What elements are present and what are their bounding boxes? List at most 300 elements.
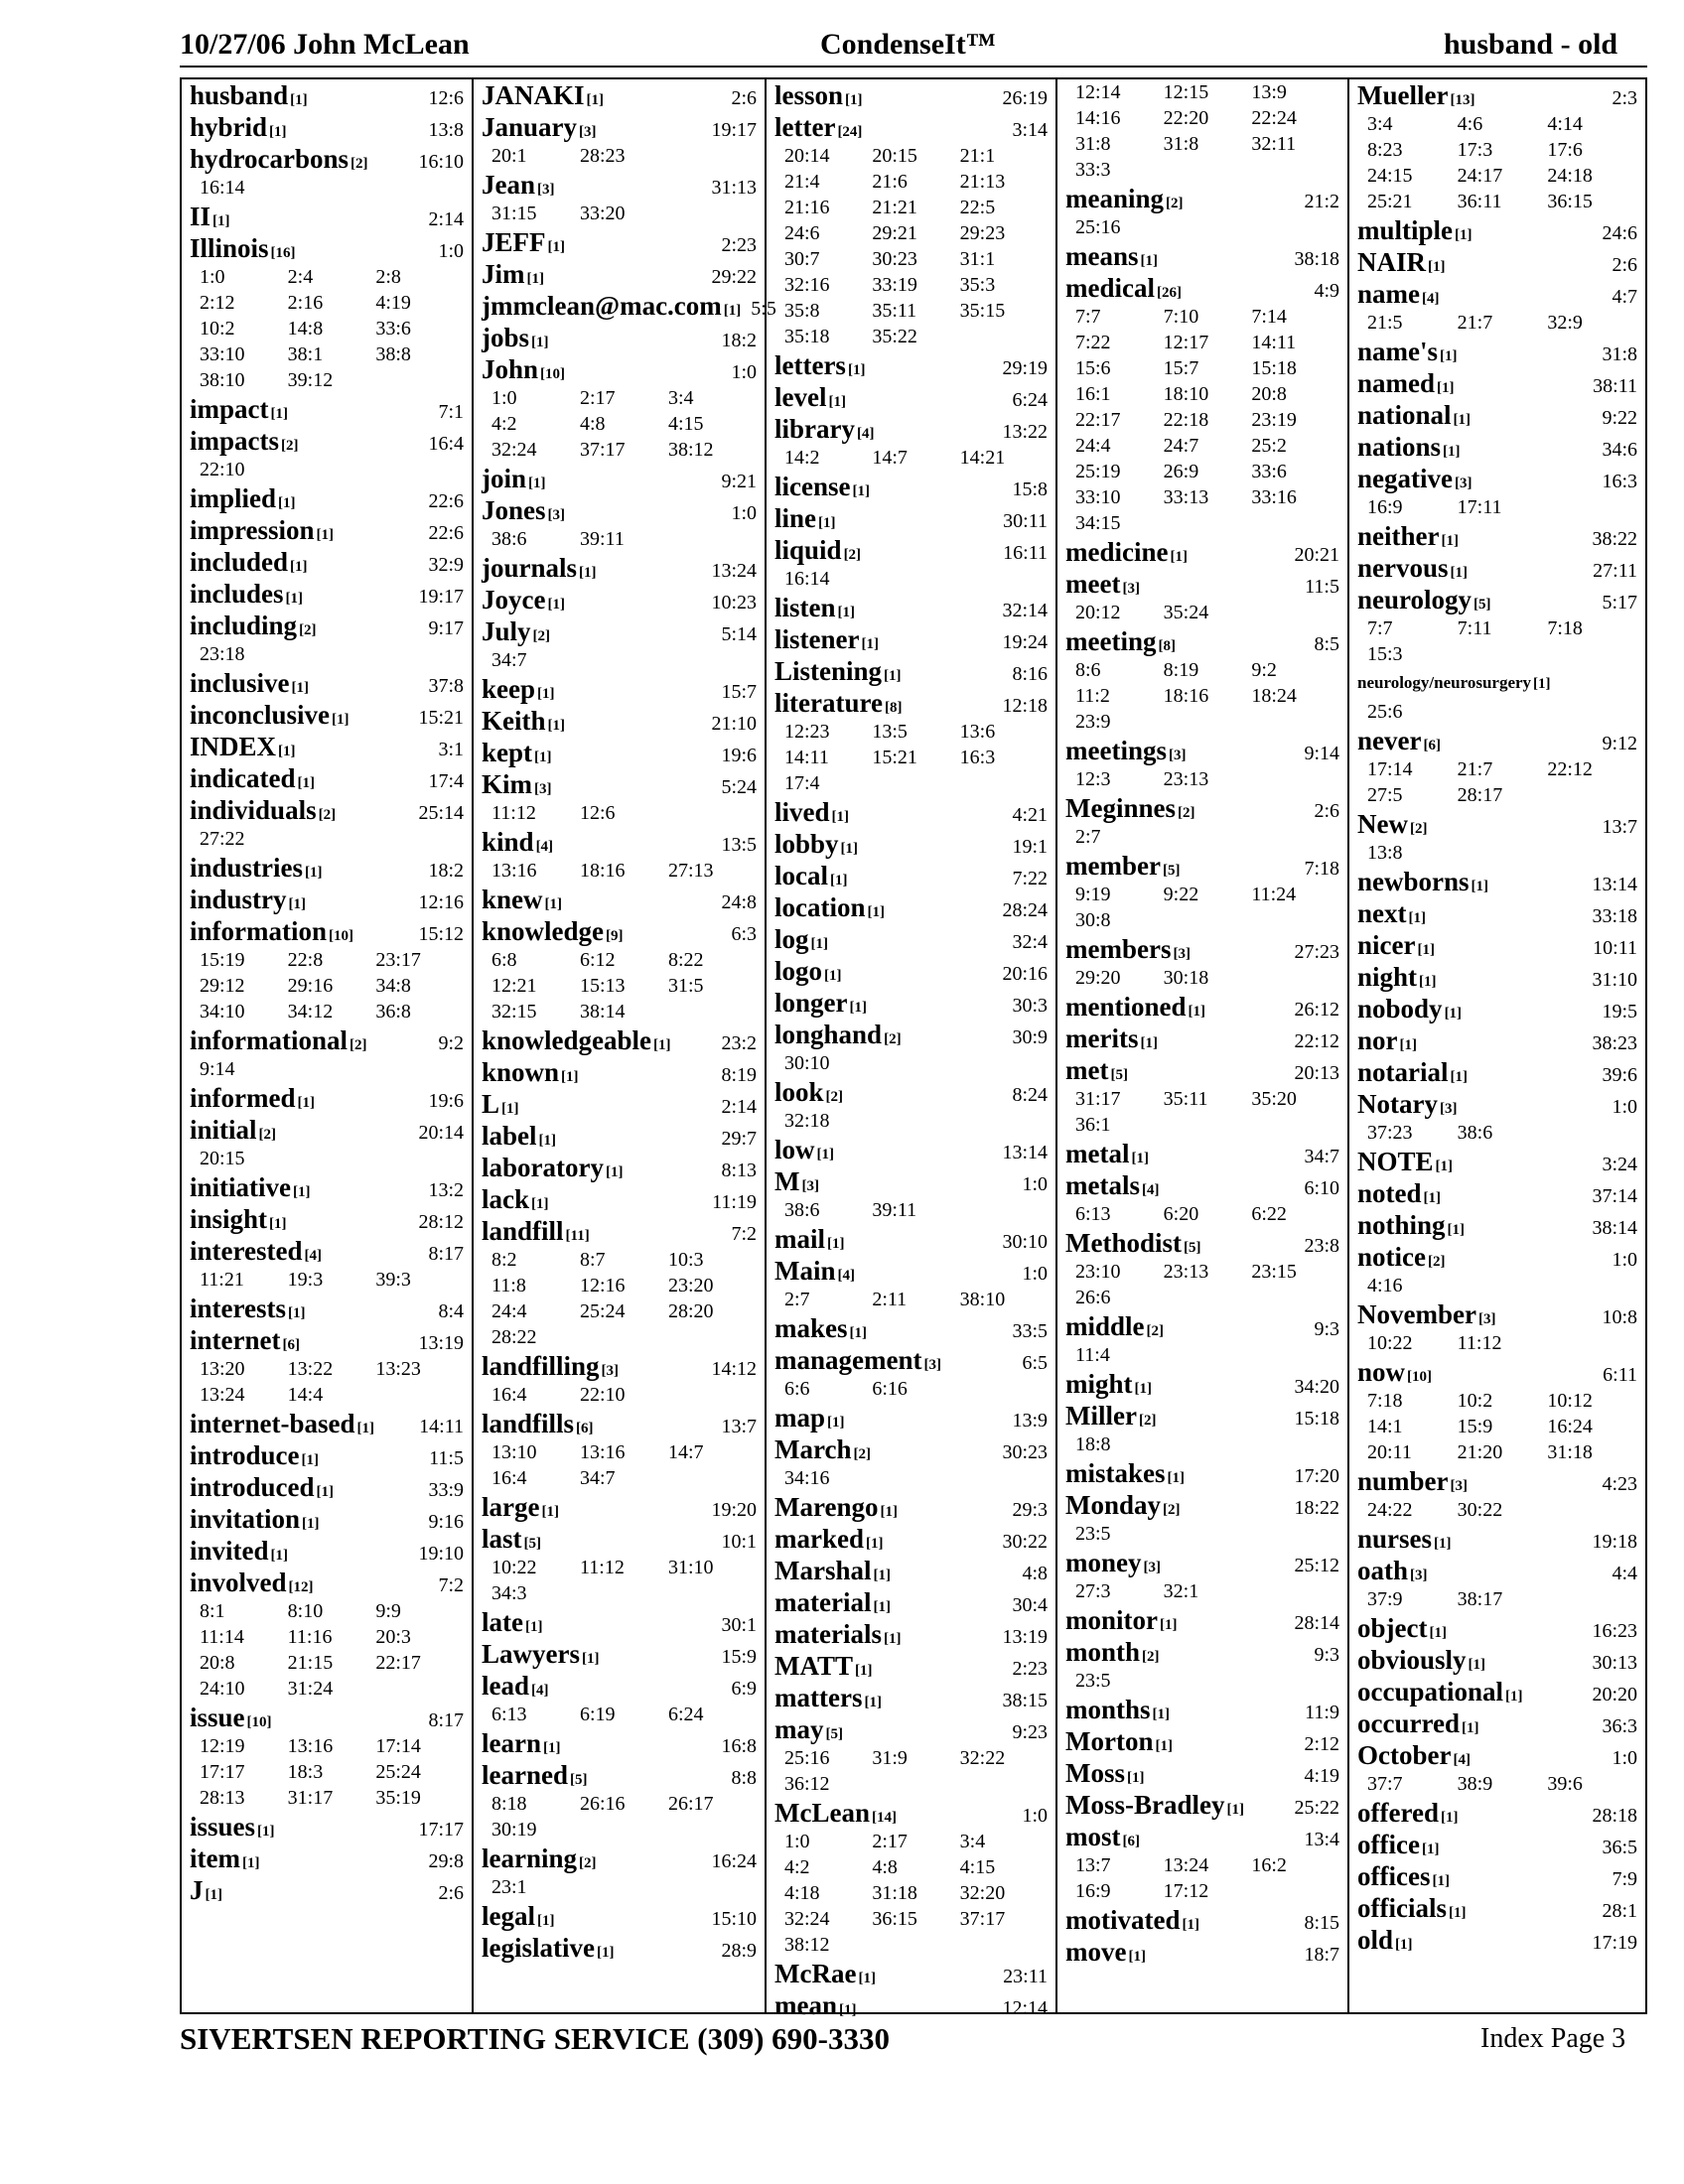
page-line-ref: 30:19 — [491, 1819, 537, 1841]
index-term: Jean — [482, 170, 535, 200]
index-entry — [482, 290, 776, 322]
page-line-ref: 34:7 — [491, 649, 527, 671]
index-ref-grid — [482, 1247, 757, 1350]
index-term: hydrocarbons — [190, 144, 350, 174]
index-entry-line — [1357, 1892, 1637, 1924]
page-line-ref: 10:1 — [721, 1531, 757, 1553]
page-line-ref: 8:16 — [1012, 663, 1048, 685]
page-line-ref: 23:5 — [1075, 1670, 1111, 1692]
index-term: issue — [190, 1703, 245, 1732]
index-term: obviously — [1357, 1645, 1467, 1675]
index-entry — [774, 111, 1048, 349]
index-entry — [482, 1523, 757, 1606]
index-term: longer — [774, 988, 848, 1018]
index-ref-grid — [190, 1733, 464, 1811]
index-entry — [774, 1344, 1048, 1402]
page-line-ref: 20:13 — [1294, 1062, 1339, 1084]
index-entry-line — [190, 111, 464, 143]
index-entry-line — [774, 955, 1048, 987]
index-entry — [1065, 272, 1339, 536]
page-line-ref: 6:12 — [580, 949, 616, 971]
occurrence-count: [1] — [537, 686, 555, 702]
index-entry-line — [1065, 1368, 1339, 1400]
index-entry — [774, 923, 1048, 955]
index-term: object — [1357, 1613, 1428, 1643]
page-line-ref: 32:20 — [959, 1882, 1006, 1904]
index-term: met — [1065, 1055, 1109, 1085]
index-ref-grid — [190, 1056, 464, 1082]
index-entry — [1357, 246, 1637, 278]
index-entry-line — [1357, 1739, 1637, 1771]
occurrence-count: [1] — [1419, 974, 1437, 990]
index-term: impression — [190, 515, 315, 545]
index-entry-line — [482, 226, 757, 258]
page-line-ref: 31:18 — [1547, 1441, 1593, 1463]
page-line-ref: 35:22 — [872, 326, 917, 347]
page-line-ref: 29:19 — [1002, 357, 1048, 379]
index-entry-line — [1357, 79, 1637, 111]
occurrence-count: [1] — [849, 1000, 867, 1016]
page-line-ref: 20:3 — [375, 1626, 411, 1648]
index-entry-line — [190, 1843, 464, 1874]
index-entry-line — [1357, 866, 1637, 897]
index-term: Morton — [1065, 1726, 1154, 1756]
page-line-ref: 15:6 — [1075, 357, 1111, 379]
page-line-ref: 34:7 — [580, 1467, 616, 1489]
index-term: March — [774, 1434, 852, 1464]
page-line-ref: 25:16 — [1075, 216, 1121, 238]
page-line-ref: 19:20 — [711, 1499, 757, 1521]
occurrence-count: [1] — [723, 303, 742, 319]
index-ref-grid — [190, 1267, 464, 1293]
index-entry-line — [482, 915, 757, 947]
index-entry — [1357, 1177, 1637, 1209]
page-line-ref: 30:8 — [1075, 909, 1111, 931]
index-entry-line — [774, 623, 1048, 655]
page-line-ref: 6:20 — [1163, 1203, 1199, 1225]
occurrence-count: [2] — [350, 1037, 367, 1053]
index-entry — [190, 1293, 464, 1324]
index-entry — [190, 610, 464, 667]
index-entry-line — [482, 1759, 757, 1791]
index-entry — [1357, 897, 1637, 929]
index-entry — [774, 502, 1048, 534]
occurrence-count: [1] — [1170, 549, 1188, 565]
page-line-ref: 38:15 — [1002, 1690, 1048, 1711]
page-line-ref: 31:10 — [668, 1557, 714, 1578]
index-ref-grid — [1065, 214, 1339, 240]
page-line-ref: 16:3 — [1602, 471, 1637, 492]
index-entry-line — [774, 828, 1048, 860]
occurrence-count: [2] — [1166, 196, 1184, 211]
index-table — [180, 77, 1647, 2020]
index-entry — [1357, 725, 1637, 808]
index-entry — [1065, 1054, 1339, 1138]
index-term: library — [774, 414, 855, 444]
occurrence-count: [1] — [810, 936, 829, 952]
index-ref-grid — [1357, 494, 1637, 520]
occurrence-count: [5] — [570, 1772, 588, 1788]
index-entry-line — [1357, 1146, 1637, 1177]
page-line-ref: 3:4 — [668, 387, 694, 409]
index-term: neither — [1357, 521, 1440, 551]
index-entry — [190, 915, 464, 1024]
index-term: Lawyers — [482, 1639, 580, 1669]
index-column-5 — [1347, 79, 1645, 2012]
page-line-ref: 16:9 — [1367, 496, 1403, 518]
page-line-ref: 16:2 — [1251, 1854, 1287, 1876]
page-line-ref: 38:12 — [784, 1934, 830, 1956]
occurrence-count: [2] — [843, 547, 862, 563]
page-line-ref: 29:23 — [959, 222, 1006, 244]
index-entry — [190, 393, 464, 425]
page-line-ref: 38:12 — [668, 439, 714, 461]
page-line-ref: 16:4 — [491, 1467, 527, 1489]
occurrence-count: [1] — [1182, 1917, 1199, 1933]
index-term: metal — [1065, 1139, 1130, 1168]
index-entry — [1065, 1310, 1339, 1368]
occurrence-count: [2] — [258, 1127, 277, 1143]
page-line-ref: 6:10 — [1304, 1177, 1339, 1199]
page-line-ref: 14:1 — [1367, 1416, 1403, 1437]
page-line-ref: 22:12 — [1547, 758, 1593, 780]
occurrence-count: [1] — [528, 476, 546, 491]
index-term: nicer — [1357, 930, 1416, 960]
header-range: husband - old — [1444, 28, 1618, 61]
page-line-ref: 14:21 — [959, 447, 1006, 469]
page-line-ref: 11:19 — [712, 1191, 757, 1213]
page-line-ref: 9:3 — [1314, 1318, 1339, 1340]
page-line-ref: 25:6 — [1367, 701, 1403, 723]
index-term: office — [1357, 1830, 1420, 1859]
index-entry — [190, 1439, 464, 1471]
page-line-ref: 37:7 — [1367, 1773, 1403, 1795]
occurrence-count: [1] — [1444, 1006, 1463, 1022]
page-line-ref: 2:6 — [731, 87, 757, 109]
page-line-ref: 15:7 — [1163, 357, 1199, 379]
page-line-ref: 6:16 — [872, 1378, 908, 1400]
page-line-ref: 8:15 — [1304, 1912, 1339, 1934]
page-line-ref: 16:8 — [721, 1735, 757, 1757]
index-entry — [1065, 850, 1339, 933]
page-line-ref: 13:22 — [287, 1358, 334, 1380]
index-entry — [482, 768, 757, 826]
page-line-ref: 32:4 — [1012, 931, 1048, 953]
page-line-ref: 12:16 — [418, 891, 464, 913]
page-line-ref: 23:13 — [1163, 768, 1209, 790]
index-column-2 — [472, 79, 776, 2012]
page-line-ref: 19:10 — [418, 1543, 464, 1565]
page-line-ref: 30:11 — [1003, 510, 1048, 532]
page-line-ref: 26:16 — [580, 1793, 626, 1815]
index-term: indicated — [190, 763, 296, 793]
page-line-ref: 26:9 — [1163, 461, 1199, 482]
index-entry — [774, 623, 1048, 655]
index-entry-line — [1357, 1555, 1637, 1586]
occurrence-count: [3] — [601, 1363, 620, 1379]
occurrence-count: [1] — [293, 1184, 311, 1200]
occurrence-count: [1] — [269, 124, 287, 140]
occurrence-count: [1] — [1155, 1738, 1173, 1754]
page-line-ref: 17:11 — [1457, 496, 1502, 518]
page-line-ref: 12:19 — [200, 1735, 245, 1757]
occurrence-count: [1] — [581, 1651, 600, 1667]
page-line-ref: 19:17 — [711, 119, 757, 141]
index-term: husband — [190, 80, 289, 110]
index-entry-line — [774, 860, 1048, 891]
index-ref-grid — [482, 526, 757, 552]
page-line-ref: 21:10 — [711, 713, 757, 735]
occurrence-count: [1] — [257, 1824, 275, 1840]
page-line-ref: 15:13 — [580, 975, 626, 997]
index-term: neurology — [1357, 585, 1473, 614]
page-line-ref: 14:11 — [419, 1416, 464, 1437]
index-entry-line — [1065, 183, 1339, 214]
index-entry — [190, 1408, 464, 1439]
index-entry-line — [1065, 1310, 1339, 1342]
page-line-ref: 5:17 — [1602, 592, 1637, 614]
occurrence-count: [4] — [1422, 291, 1440, 307]
index-term: negative — [1357, 464, 1453, 493]
page-line-ref: 38:14 — [580, 1001, 626, 1023]
page-line-ref: 4:8 — [580, 413, 606, 435]
index-entry — [774, 796, 1048, 828]
page-line-ref: 10:8 — [1602, 1306, 1637, 1328]
occurrence-count: [1] — [1455, 227, 1473, 243]
page-line-ref: 28:12 — [418, 1211, 464, 1233]
index-ref-grid — [482, 647, 757, 673]
index-entry-line — [190, 731, 464, 762]
page-line-ref: 38:23 — [1592, 1032, 1637, 1054]
index-term: learned — [482, 1760, 568, 1790]
index-entry — [190, 794, 464, 852]
index-term: initial — [190, 1115, 257, 1145]
occurrence-count: [1] — [816, 1147, 834, 1162]
index-entry — [1357, 1209, 1637, 1241]
page-line-ref: 23:2 — [721, 1032, 757, 1054]
occurrence-count: [1] — [1468, 1657, 1486, 1673]
page-line-ref: 15:12 — [418, 923, 464, 945]
page-line-ref: 25:24 — [580, 1300, 626, 1322]
index-entry-line — [1065, 272, 1339, 304]
index-term: informed — [190, 1083, 296, 1113]
index-term: insight — [190, 1204, 268, 1234]
index-term: local — [774, 861, 828, 890]
index-entry-line — [482, 494, 757, 526]
index-entry-line — [190, 1471, 464, 1503]
index-term: January — [482, 112, 578, 142]
index-term: night — [1357, 962, 1418, 992]
occurrence-count: [6] — [1423, 738, 1441, 753]
index-entry — [1357, 367, 1637, 399]
page-line-ref: 3:1 — [438, 739, 464, 760]
index-entry-line — [774, 502, 1048, 534]
index-entry — [1357, 1056, 1637, 1088]
page-line-ref: 8:5 — [1314, 633, 1339, 655]
page-line-ref: 16:14 — [200, 177, 245, 199]
index-term: multiple — [1357, 215, 1454, 245]
index-entry — [190, 1082, 464, 1114]
occurrence-count: [1] — [278, 744, 296, 759]
page-line-ref: 38:11 — [1593, 375, 1637, 397]
index-term: matters — [774, 1683, 863, 1712]
index-entry-line — [1065, 1138, 1339, 1169]
index-ref-grid — [1357, 1273, 1637, 1298]
page-line-ref: 33:5 — [1012, 1320, 1048, 1342]
page-line-ref: 14:11 — [784, 747, 829, 768]
page-line-ref: 1:0 — [1612, 1747, 1637, 1769]
page-line-ref: 34:10 — [200, 1001, 245, 1023]
index-entry — [1065, 536, 1339, 568]
occurrence-count: [4] — [857, 426, 875, 442]
index-term: November — [1357, 1299, 1476, 1329]
page-line-ref: 30:23 — [872, 248, 917, 270]
index-ref-grid — [774, 1197, 1048, 1223]
index-entry-line — [190, 699, 464, 731]
page-line-ref: 8:4 — [438, 1300, 464, 1322]
index-entry-line — [1065, 991, 1339, 1023]
occurrence-count: [1] — [270, 406, 288, 422]
index-entry — [774, 1682, 1048, 1713]
index-term: L — [482, 1089, 500, 1119]
page-line-ref: 2:12 — [200, 292, 235, 314]
page-line-ref: 2:11 — [872, 1289, 908, 1310]
page-line-ref: 7:18 — [1547, 617, 1583, 639]
occurrence-count: [1] — [531, 1196, 549, 1212]
index-entry — [190, 578, 464, 610]
index-entry — [1065, 1604, 1339, 1636]
occurrence-count: [3] — [801, 1178, 819, 1194]
index-term: meetings — [1065, 736, 1167, 765]
page-line-ref: 1:0 — [731, 502, 757, 524]
page-line-ref: 7:10 — [1163, 306, 1199, 328]
page-line-ref: 25:22 — [1294, 1797, 1339, 1819]
page-line-ref: 7:18 — [1304, 858, 1339, 880]
index-entry — [1065, 1227, 1339, 1310]
index-term: merits — [1065, 1024, 1139, 1053]
index-term: neurology/neurosurgery — [1357, 673, 1532, 692]
index-entry-line — [482, 79, 757, 111]
index-entry — [1357, 552, 1637, 584]
index-entry-line — [1357, 993, 1637, 1024]
occurrence-count: [2] — [1142, 1649, 1160, 1665]
page-line-ref: 22:12 — [1294, 1030, 1339, 1052]
index-entry-line — [1065, 1169, 1339, 1201]
page-line-ref: 9:14 — [1304, 743, 1339, 764]
index-ref-grid — [774, 1050, 1048, 1076]
page-line-ref: 23:17 — [375, 949, 421, 971]
occurrence-count: [2] — [884, 1031, 902, 1047]
page-line-ref: 9:17 — [428, 617, 464, 639]
occurrence-count: [1] — [847, 362, 866, 378]
index-entry-line — [190, 425, 464, 457]
page-line-ref: 32:24 — [784, 1908, 830, 1930]
occurrence-count: [4] — [1141, 1182, 1160, 1198]
occurrence-count: [2] — [1146, 1323, 1165, 1339]
index-entry-line — [190, 1567, 464, 1598]
page-line-ref: 32:9 — [428, 554, 464, 576]
index-term: members — [1065, 934, 1172, 964]
occurrence-count: [3] — [1454, 476, 1473, 491]
index-entry — [774, 349, 1048, 381]
page-line-ref: 1:0 — [1612, 1096, 1637, 1118]
page-line-ref: 21:4 — [784, 171, 820, 193]
occurrence-count: [1] — [827, 1236, 845, 1252]
page-line-ref: 26:17 — [668, 1793, 714, 1815]
index-entry-line — [190, 915, 464, 947]
index-ref-grid — [482, 1702, 757, 1727]
page-line-ref: 10:2 — [200, 318, 235, 340]
index-entry — [482, 705, 757, 737]
page-line-ref: 7:18 — [1367, 1390, 1403, 1412]
index-entry — [190, 143, 464, 201]
index-entry — [482, 826, 757, 884]
occurrence-count: [1] — [524, 1619, 543, 1635]
page-line-ref: 8:10 — [287, 1600, 324, 1622]
index-entry — [774, 381, 1048, 413]
page-line-ref: 13:19 — [1002, 1626, 1048, 1648]
index-entry — [1357, 1356, 1637, 1465]
page-line-ref: 13:7 — [1602, 816, 1637, 838]
index-entry — [774, 860, 1048, 891]
index-entry-line — [1357, 1707, 1637, 1739]
occurrence-count: [1] — [301, 1452, 320, 1468]
page-line-ref: 32:14 — [1002, 600, 1048, 621]
index-term: inclusive — [190, 668, 290, 698]
index-term: letters — [774, 350, 846, 380]
index-entry — [774, 1134, 1048, 1165]
page-line-ref: 32:22 — [959, 1747, 1006, 1769]
index-entry — [1357, 1612, 1637, 1644]
page-line-ref: 14:4 — [287, 1384, 324, 1406]
index-entry — [1357, 214, 1637, 246]
index-ref-grid — [1065, 1668, 1339, 1694]
header-date-witness: 10/27/06 John McLean — [180, 28, 470, 61]
index-term: Main — [774, 1256, 836, 1286]
index-entry-line — [1065, 1789, 1339, 1821]
occurrence-count: [4] — [531, 1683, 549, 1699]
occurrence-count: [1] — [827, 1415, 845, 1431]
index-entry-line — [482, 615, 757, 647]
index-term: issues — [190, 1812, 256, 1842]
occurrence-count: [1] — [287, 1305, 306, 1321]
index-entry — [1065, 625, 1339, 735]
page-line-ref: 37:17 — [580, 439, 626, 461]
index-term: Moss — [1065, 1758, 1125, 1788]
index-entry — [774, 1223, 1048, 1255]
page-line-ref: 8:24 — [1012, 1084, 1048, 1106]
index-entry — [482, 584, 757, 615]
page-line-ref: 8:19 — [1163, 659, 1199, 681]
index-term: offered — [1357, 1798, 1439, 1828]
index-term: NAIR — [1357, 247, 1427, 277]
page-line-ref: 4:2 — [491, 413, 517, 435]
page-line-ref: 16:4 — [491, 1384, 527, 1406]
index-entry — [774, 1797, 1048, 1958]
index-term: October — [1357, 1740, 1452, 1770]
page-line-ref: 1:0 — [784, 1831, 810, 1852]
index-term: mistakes — [1065, 1458, 1166, 1488]
index-ref-grid — [482, 947, 757, 1024]
index-term: included — [190, 547, 289, 577]
index-entry — [774, 828, 1048, 860]
index-entry-line — [774, 987, 1048, 1019]
index-ref-grid — [1357, 1388, 1637, 1465]
index-entry-line — [482, 169, 757, 201]
index-ref-grid — [1065, 1432, 1339, 1457]
page-line-ref: 29:21 — [872, 222, 917, 244]
index-term: middle — [1065, 1311, 1145, 1341]
